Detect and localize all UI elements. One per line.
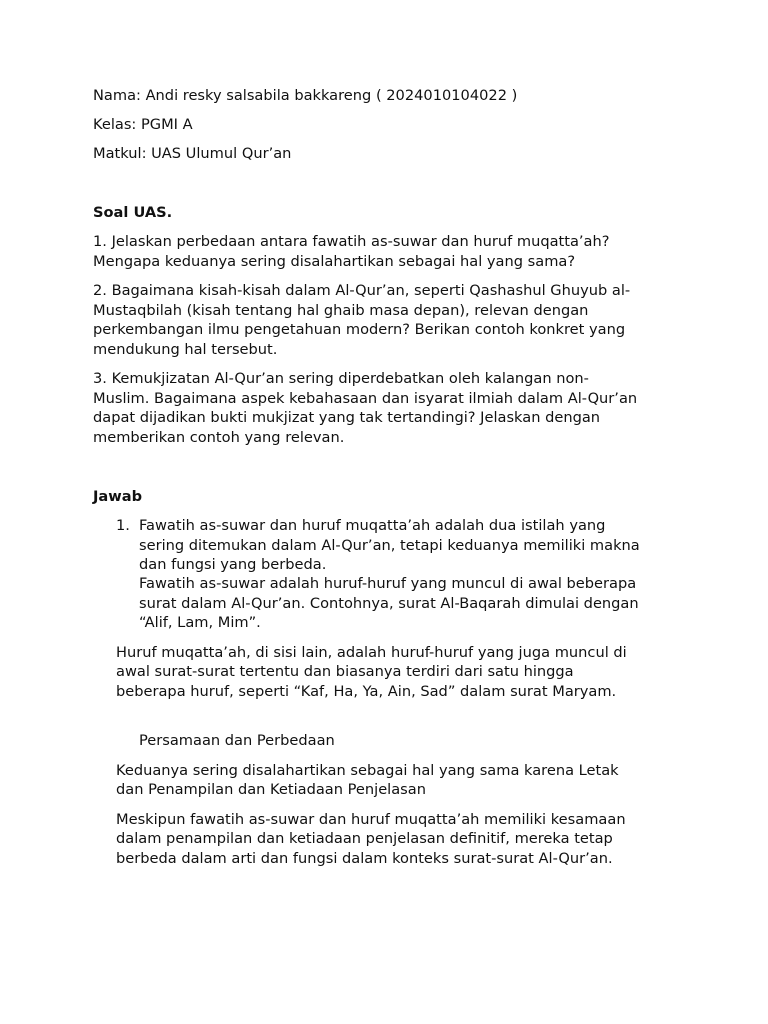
student-name: Nama: Andi resky salsabila bakkareng ( 2024010104022 ) (93, 87, 518, 104)
paragraph-huruf-line: Huruf muqatta’ah, di sisi lain, adalah huruf-huruf yang juga muncul di (116, 644, 627, 661)
question-2-line: mendukung hal tersebut. (93, 341, 278, 358)
question-3-line: Muslim. Bagaimana aspek kebahasaan dan isyarat ilmiah dalam Al-Qur’an (93, 390, 638, 407)
question-1-line: Mengapa keduanya sering disalahartikan sebagai hal yang sama? (93, 253, 576, 270)
paragraph-meskipun-line: Meskipun fawatih as-suwar dan huruf muqatta’ah memiliki kesamaan (116, 811, 626, 828)
subheading-persamaan: Persamaan dan Perbedaan (139, 732, 335, 749)
answer-1-line: Fawatih as-suwar dan huruf muqatta’ah adalah dua istilah yang (139, 517, 606, 534)
answer-1-number: 1. (116, 517, 130, 534)
question-3-line: memberikan contoh yang relevan. (93, 429, 345, 446)
soal-heading: Soal UAS. (93, 204, 173, 221)
paragraph-keduanya-line: Keduanya sering disalahartikan sebagai hal yang sama karena Letak (116, 762, 619, 779)
student-class: Kelas: PGMI A (93, 116, 193, 133)
answer-1-line: sering ditemukan dalam Al-Qur’an, tetapi keduanya memiliki makna (139, 537, 640, 554)
paragraph-huruf-line: beberapa huruf, seperti “Kaf, Ha, Ya, Ain, Sad” dalam surat Maryam. (116, 683, 617, 700)
paragraph-meskipun-line: dalam penampilan dan ketiadaan penjelasan definitif, mereka tetap (116, 830, 613, 847)
question-2-line: Mustaqbilah (kisah tentang hal ghaib masa depan), relevan dengan (93, 302, 589, 319)
paragraph-huruf-line: awal surat-surat tertentu dan biasanya terdiri dari satu hingga (116, 663, 574, 680)
course-name: Matkul: UAS Ulumul Qur’an (93, 145, 292, 162)
jawab-heading: Jawab (93, 488, 143, 505)
question-2-line: 2. Bagaimana kisah-kisah dalam Al-Qur’an, seperti Qashashul Ghuyub al- (93, 282, 631, 299)
answer-1-line: “Alif, Lam, Mim”. (139, 614, 261, 631)
question-1-line: 1. Jelaskan perbedaan antara fawatih as-suwar dan huruf muqatta’ah? (93, 233, 610, 250)
paragraph-meskipun-line: berbeda dalam arti dan fungsi dalam konteks surat-surat Al-Qur’an. (116, 850, 613, 867)
question-3-line: dapat dijadikan bukti mukjizat yang tak tertandingi? Jelaskan dengan (93, 409, 601, 426)
answer-1-line: dan fungsi yang berbeda. (139, 556, 327, 573)
paragraph-keduanya-line: dan Penampilan dan Ketiadaan Penjelasan (116, 781, 426, 798)
question-3-line: 3. Kemukjizatan Al-Qur’an sering diperdebatkan oleh kalangan non- (93, 370, 589, 387)
answer-1-line: surat dalam Al-Qur’an. Contohnya, surat Al-Baqarah dimulai dengan (139, 595, 639, 612)
answer-1-line: Fawatih as-suwar adalah huruf-huruf yang muncul di awal beberapa (139, 575, 637, 592)
question-2-line: perkembangan ilmu pengetahuan modern? Berikan contoh konkret yang (93, 321, 626, 338)
